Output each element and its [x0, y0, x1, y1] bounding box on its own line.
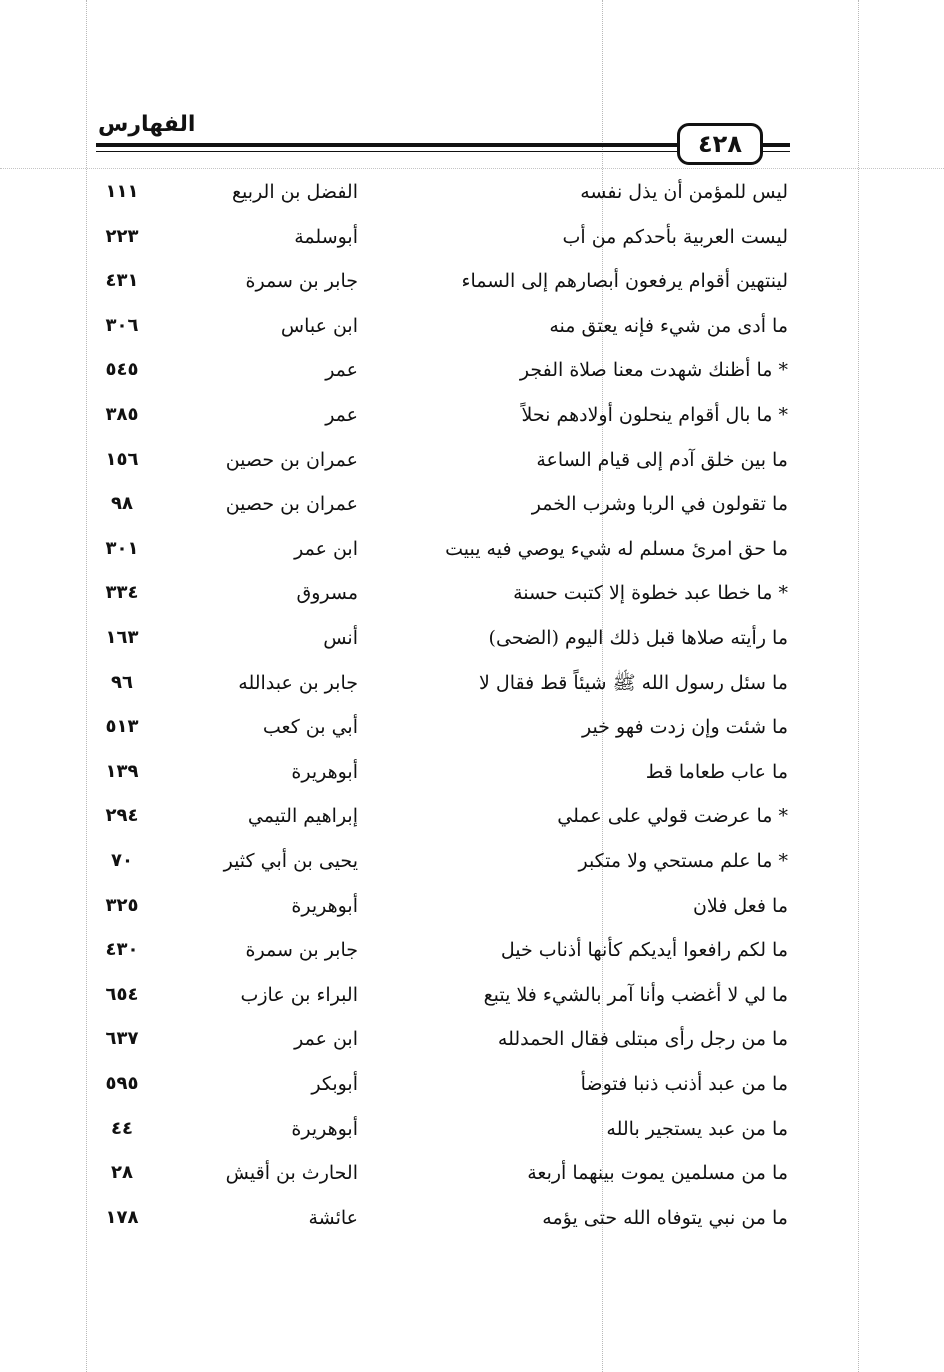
page-number: ٤٢٨	[677, 123, 763, 165]
narrator-name: أبوهريرة	[291, 1118, 358, 1140]
hadith-text: ما لكم رافعوا أيديكم كأنها أذناب خيل	[500, 939, 788, 961]
hadith-text: ما من نبي يتوفاه الله حتى يؤمه	[542, 1207, 788, 1229]
narrator-name: جابر بن عبدالله	[238, 672, 358, 694]
index-row	[0, 758, 944, 802]
page-reference: ٥١٣	[105, 716, 139, 737]
page-reference: ١٣٩	[105, 761, 139, 782]
hadith-text: * ما أظنك شهدت معنا صلاة الفجر	[519, 359, 788, 381]
page-reference: ٢٩٤	[105, 805, 139, 826]
index-row	[0, 267, 944, 311]
hadith-text: ما عاب طعاما قط	[645, 761, 788, 783]
page-reference: ١٦٣	[105, 627, 139, 648]
page-reference: ٩٨	[111, 493, 133, 514]
narrator-name: الحارث بن أقيش	[225, 1162, 358, 1184]
narrator-name: ابن عمر	[294, 538, 358, 560]
page-reference: ٦٥٤	[105, 984, 139, 1005]
hadith-text: * ما علم مستحي ولا متكبر	[578, 850, 788, 872]
index-row	[0, 1159, 944, 1203]
header-rule-right	[760, 143, 790, 147]
hadith-text: ليست العربية بأحدكم من أب	[562, 226, 788, 248]
header-rule-right-thin	[760, 151, 790, 152]
hadith-text: ما سئل رسول الله ﷺ شيئاً قط فقال لا	[479, 672, 788, 694]
page-reference: ٢٢٣	[105, 226, 139, 247]
narrator-name: الفضل بن الربيع	[231, 181, 358, 203]
index-row	[0, 847, 944, 891]
page-reference: ٤٣٠	[105, 939, 139, 960]
narrator-name: مسروق	[296, 582, 358, 604]
hadith-text: ما بين خلق آدم إلى قيام الساعة	[536, 449, 788, 471]
narrator-name: ابن عباس	[280, 315, 358, 337]
narrator-name: ابن عمر	[294, 1028, 358, 1050]
hadith-text: لينتهين أقوام يرفعون أبصارهم إلى السماء	[461, 270, 788, 292]
narrator-name: أنس	[323, 627, 358, 649]
narrator-name: يحيى بن أبي كثير	[223, 850, 358, 872]
hadith-text: ما تقولون في الربا وشرب الخمر	[531, 493, 788, 515]
index-row	[0, 1025, 944, 1069]
index-row	[0, 401, 944, 445]
page-reference: ١٥٦	[105, 449, 139, 470]
page-reference: ١٧٨	[105, 1207, 139, 1228]
header-rule-thin	[96, 151, 686, 152]
hadith-text: ليس للمؤمن أن يذل نفسه	[580, 181, 788, 203]
index-row	[0, 312, 944, 356]
narrator-name: أبوسلمة	[294, 226, 358, 248]
hadith-text: ما حق امرئ مسلم له شيء يوصي فيه يبيت	[445, 538, 788, 560]
index-row	[0, 356, 944, 400]
index-row	[0, 178, 944, 222]
narrator-name: إبراهيم التيمي	[247, 805, 358, 827]
index-row	[0, 669, 944, 713]
hadith-text: ما شئت وإن زدت فهو خير	[581, 716, 788, 738]
index-row	[0, 535, 944, 579]
index-row	[0, 223, 944, 267]
hadith-text: ما من رجل رأى مبتلى فقال الحمدلله	[497, 1028, 788, 1050]
page-reference: ٤٤	[111, 1118, 133, 1139]
narrator-name: عائشة	[308, 1207, 358, 1229]
narrator-name: جابر بن سمرة	[245, 939, 358, 961]
narrator-name: عمر	[325, 404, 358, 426]
hadith-text: ما من مسلمين يموت بينهما أربعة	[527, 1162, 788, 1184]
index-row	[0, 936, 944, 980]
index-row	[0, 624, 944, 668]
hadith-text: * ما عرضت قولي على عملي	[557, 805, 788, 827]
hadith-text: ما من عبد يستجير بالله	[606, 1118, 788, 1140]
page-reference: ٣٢٥	[105, 895, 139, 916]
page-reference: ٦٣٧	[105, 1028, 139, 1049]
page-reference: ٢٨	[111, 1162, 133, 1183]
page-reference: ٩٦	[111, 672, 133, 693]
hadith-text: ما لي لا أغضب وأنا آمر بالشيء فلا يتبع	[483, 984, 788, 1006]
hadith-text: ما فعل فلان	[692, 895, 788, 917]
hadith-text: ما أدى من شيء فإنه يعتق منه	[549, 315, 788, 337]
guide-line	[0, 168, 944, 169]
index-row	[0, 1070, 944, 1114]
page-reference: ٣٨٥	[105, 404, 139, 425]
page-reference: ٥٤٥	[105, 359, 139, 380]
index-row	[0, 490, 944, 534]
narrator-name: أبوهريرة	[291, 895, 358, 917]
index-row	[0, 981, 944, 1025]
narrator-name: البراء بن عازب	[240, 984, 358, 1006]
narrator-name: عمر	[325, 359, 358, 381]
index-row	[0, 579, 944, 623]
header-rule	[96, 143, 686, 147]
narrator-name: أبوبكر	[311, 1073, 358, 1095]
hadith-text: * ما خطا عبد خطوة إلا كتبت حسنة	[513, 582, 788, 604]
index-row	[0, 1115, 944, 1159]
narrator-name: جابر بن سمرة	[245, 270, 358, 292]
index-row	[0, 446, 944, 490]
narrator-name: أبوهريرة	[291, 761, 358, 783]
hadith-text: ما من عبد أذنب ذنبا فتوضأ	[580, 1073, 788, 1095]
page-reference: ١١١	[105, 181, 139, 202]
hadith-text: ما رأيته صلاها قبل ذلك اليوم (الضحى)	[488, 627, 788, 649]
page-reference: ٥٩٥	[105, 1073, 139, 1094]
index-row	[0, 1204, 944, 1248]
page-reference: ٣٠١	[105, 538, 139, 559]
index-row	[0, 713, 944, 757]
page-reference: ٣٣٤	[105, 582, 139, 603]
hadith-text: * ما بال أقوام ينحلون أولادهم نحلاً	[521, 404, 788, 426]
page-reference: ٤٣١	[105, 270, 139, 291]
index-row	[0, 802, 944, 846]
narrator-name: عمران بن حصين	[225, 449, 358, 471]
narrator-name: أبي بن كعب	[262, 716, 358, 738]
page-reference: ٧٠	[111, 850, 133, 871]
section-title: الفهارس	[98, 112, 196, 137]
page-reference: ٣٠٦	[105, 315, 139, 336]
narrator-name: عمران بن حصين	[225, 493, 358, 515]
index-row	[0, 892, 944, 936]
